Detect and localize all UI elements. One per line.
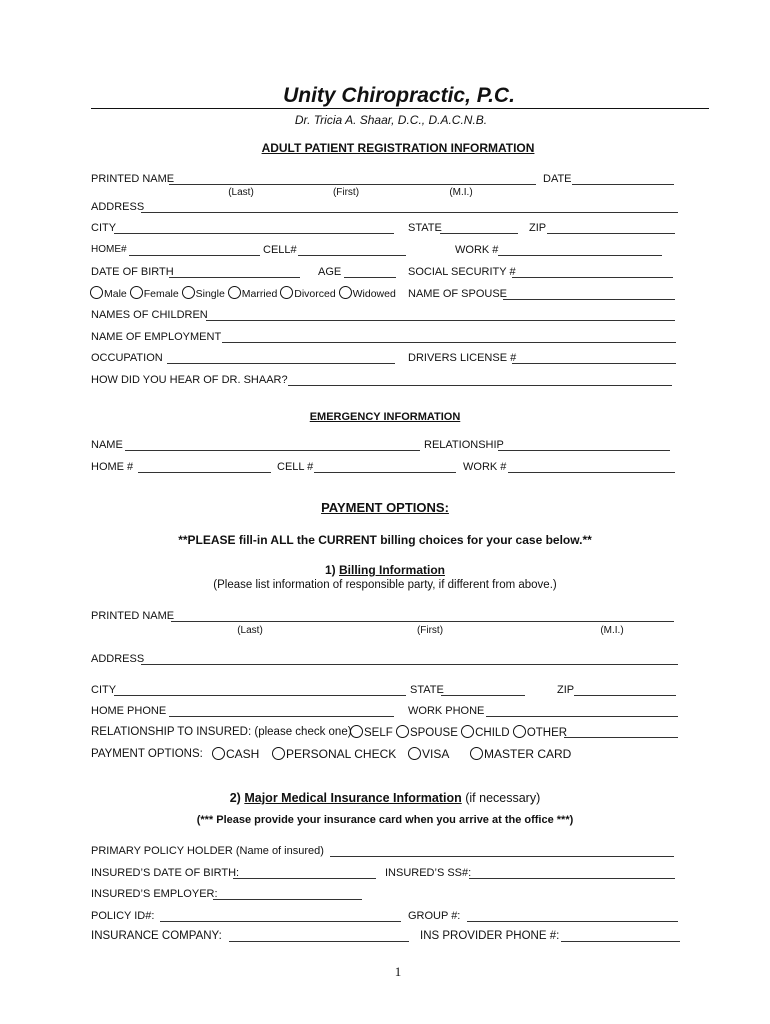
age-label: AGE [318,266,342,278]
billing-state-field[interactable] [441,683,525,696]
emergency-name-label: NAME [91,439,123,451]
policy-id-field[interactable] [160,909,401,922]
billing-title: Billing Information [339,563,445,577]
relationship-option-self[interactable]: SELF [350,727,393,739]
relationship-radio-group [350,725,567,739]
radio-circle-icon[interactable] [339,286,352,299]
address-label: ADDRESS [91,201,145,213]
billing-printed-name-label: PRINTED NAME [91,610,175,622]
radio-circle-icon[interactable] [513,725,526,738]
printed-name-field[interactable] [169,172,536,185]
dob-field[interactable] [169,265,300,278]
ssn-field[interactable] [512,265,673,278]
provider-phone-field[interactable] [561,929,680,942]
first-sublabel: (First) [332,187,360,198]
emergency-cell-label: CELL # [277,461,314,473]
status-option-married[interactable]: Married [228,288,278,300]
work-label: WORK # [455,244,499,256]
billing-state-label: STATE [410,684,444,696]
insured-ss-field[interactable] [469,866,675,879]
status-radio-group [90,286,396,300]
payment-options-label: PAYMENT OPTIONS: [91,748,203,760]
radio-circle-icon[interactable] [396,725,409,738]
address-field[interactable] [141,200,678,213]
license-field[interactable] [512,351,676,364]
emergency-relationship-field[interactable] [498,438,670,451]
home-phone-label: HOME PHONE [91,705,167,717]
insurance-title-suffix: (if necessary) [465,791,541,805]
home-phone-field[interactable] [169,704,394,717]
work-phone-label: WORK PHONE [408,705,485,717]
radio-circle-icon[interactable] [212,747,225,760]
insured-ss-label: INSURED’S SS#: [385,867,472,879]
billing-zip-field[interactable] [574,683,676,696]
employment-label: NAME OF EMPLOYMENT [91,331,222,343]
emergency-home-label: HOME # [91,461,134,473]
insured-dob-field[interactable] [233,866,376,879]
radio-circle-icon[interactable] [408,747,421,760]
payment-method-visa[interactable]: VISA [408,747,449,761]
policy-id-label: POLICY ID#: [91,910,155,922]
referral-label: HOW DID YOU HEAR OF DR. SHAAR? [91,374,288,386]
city-field[interactable] [114,221,394,234]
billing-mi-sublabel: (M.I.) [600,625,624,636]
work-phone-field[interactable] [486,704,678,717]
zip-label: ZIP [529,222,547,234]
occupation-label: OCCUPATION [91,352,163,364]
date-field[interactable] [572,172,674,185]
radio-circle-icon[interactable] [182,286,195,299]
billing-note: (Please list information of responsible party, if different from above.) [213,579,557,591]
occupation-field[interactable] [167,351,395,364]
state-field[interactable] [440,221,518,234]
license-label: DRIVERS LICENSE # [408,352,517,364]
insurance-number: 2) [229,791,241,805]
insurance-title: Major Medical Insurance Information [244,791,462,805]
home-field[interactable] [129,243,260,256]
payment-method-check[interactable]: PERSONAL CHECK [272,747,396,761]
mi-sublabel: (M.I.) [449,187,473,198]
header-rule [91,108,709,109]
relationship-other-field[interactable] [564,725,678,738]
group-field[interactable] [467,909,678,922]
age-field[interactable] [344,265,396,278]
work-field[interactable] [498,243,662,256]
billing-heading [0,563,770,577]
relationship-option-child[interactable]: CHILD [461,727,510,739]
billing-printed-name-field[interactable] [171,609,674,622]
status-option-divorced[interactable]: Divorced [280,288,335,300]
employer-field[interactable] [213,887,362,900]
group-label: GROUP #: [408,910,461,922]
billing-last-sublabel: (Last) [237,625,263,636]
relationship-option-spouse[interactable]: SPOUSE [396,727,458,739]
insurance-company-label: INSURANCE COMPANY: [91,930,222,942]
zip-field[interactable] [547,221,675,234]
page-number: 1 [394,964,402,979]
clinic-name: Unity Chiropractic, P.C. [283,84,515,107]
state-label: STATE [408,222,442,234]
doctor-name: Dr. Tricia A. Shaar, D.C., D.A.C.N.B. [294,113,488,127]
status-option-male[interactable]: Male [90,288,127,300]
insurance-heading [0,791,770,805]
spouse-label: NAME OF SPOUSE [408,288,508,300]
radio-circle-icon[interactable] [272,747,285,760]
radio-circle-icon[interactable] [130,286,143,299]
last-sublabel: (Last) [228,187,254,198]
status-option-widowed[interactable]: Widowed [339,288,396,300]
printed-name-label: PRINTED NAME [91,173,175,185]
billing-city-field[interactable] [114,683,406,696]
children-label: NAMES OF CHILDREN [91,309,208,321]
emergency-work-field[interactable] [508,460,675,473]
insurance-note: (*** Please provide your insurance card when you arrive at the office ***) [196,814,574,826]
policy-holder-field[interactable] [330,844,674,857]
cell-label: CELL# [263,244,297,256]
emergency-cell-field[interactable] [314,460,456,473]
status-option-single[interactable]: Single [182,288,225,300]
relationship-option-other[interactable]: OTHER [513,727,567,739]
insured-dob-label: INSURED’S DATE OF BIRTH: [91,867,240,879]
radio-circle-icon[interactable] [228,286,241,299]
payment-method-mastercard[interactable]: MASTER CARD [470,747,571,761]
dob-label: DATE OF BIRTH [91,266,174,278]
billing-number: 1) [324,563,336,577]
relationship-label: RELATIONSHIP TO INSURED: (please check one) [91,726,352,738]
emergency-name-field[interactable] [125,438,420,451]
radio-circle-icon[interactable] [470,747,483,760]
ssn-label: SOCIAL SECURITY # [408,266,516,278]
cell-field[interactable] [298,243,406,256]
billing-city-label: CITY [91,684,117,696]
employer-label: INSURED’S EMPLOYER: [91,888,218,900]
emergency-title: EMERGENCY INFORMATION [309,411,461,423]
children-field[interactable] [206,308,675,321]
emergency-home-field[interactable] [138,460,271,473]
date-label: DATE [543,173,572,185]
home-label: HOME# [91,244,127,255]
insurance-company-field[interactable] [229,929,409,942]
radio-circle-icon[interactable] [461,725,474,738]
radio-circle-icon[interactable] [280,286,293,299]
referral-field[interactable] [288,373,672,386]
spouse-field[interactable] [503,287,675,300]
payment-method-cash[interactable]: CASH [212,747,259,761]
emergency-relationship-label: RELATIONSHIP [424,439,504,451]
billing-address-label: ADDRESS [91,653,145,665]
status-option-female[interactable]: Female [130,288,179,300]
policy-holder-label: PRIMARY POLICY HOLDER (Name of insured) [91,845,324,857]
form-title: ADULT PATIENT REGISTRATION INFORMATION [261,141,535,155]
payment-title: PAYMENT OPTIONS: [321,500,449,515]
radio-circle-icon[interactable] [350,725,363,738]
emergency-work-label: WORK # [463,461,507,473]
city-label: CITY [91,222,117,234]
billing-zip-label: ZIP [557,684,575,696]
billing-address-field[interactable] [141,652,678,665]
employment-field[interactable] [222,330,676,343]
provider-phone-label: INS PROVIDER PHONE #: [420,930,560,942]
billing-first-sublabel: (First) [416,625,444,636]
payment-instruction: **PLEASE fill-in ALL the CURRENT billing choices for your case below.** [178,533,592,547]
radio-circle-icon[interactable] [90,286,103,299]
